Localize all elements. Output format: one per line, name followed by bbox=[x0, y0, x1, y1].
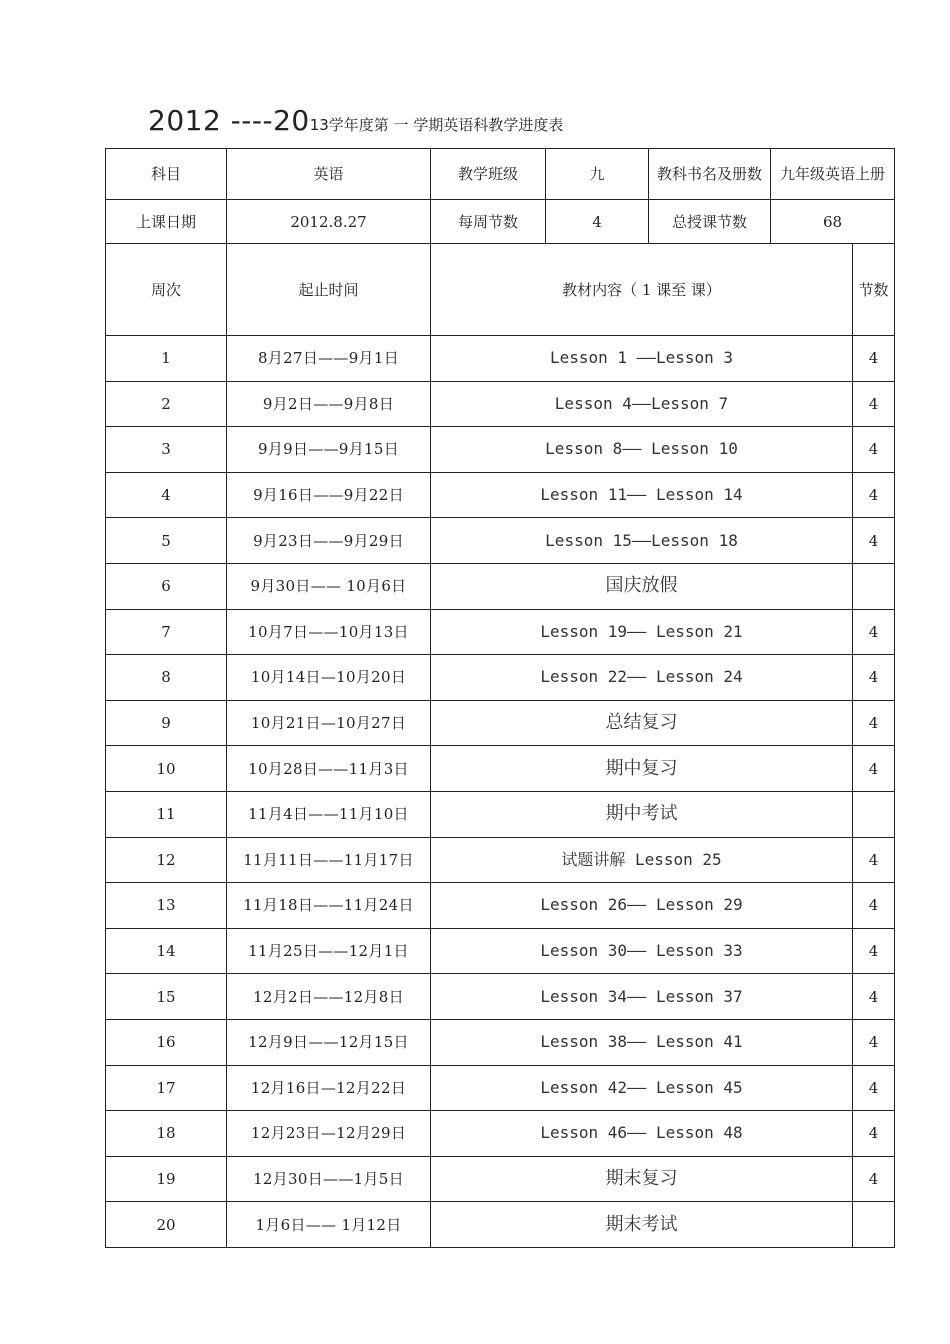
title-text: 13学年度第 一 学期英语科教学进度表 bbox=[309, 116, 564, 134]
hours-cell: 4 bbox=[853, 928, 895, 974]
week-cell: 11 bbox=[106, 791, 227, 837]
date-range-cell: 9月30日—— 10月6日 bbox=[227, 563, 431, 609]
date-range-cell: 10月14日—10月20日 bbox=[227, 655, 431, 701]
date-range-cell: 1月6日—— 1月12日 bbox=[227, 1202, 431, 1248]
table-row bbox=[106, 1156, 895, 1202]
week-cell: 13 bbox=[106, 883, 227, 929]
week-cell: 9 bbox=[106, 700, 227, 746]
week-cell: 15 bbox=[106, 974, 227, 1020]
week-cell: 8 bbox=[106, 655, 227, 701]
week-cell: 3 bbox=[106, 427, 227, 473]
header-week: 周次 bbox=[106, 244, 227, 336]
week-cell: 19 bbox=[106, 1156, 227, 1202]
table-row bbox=[106, 1202, 895, 1248]
hours-cell: 4 bbox=[853, 655, 895, 701]
date-range-cell: 11月25日——12月1日 bbox=[227, 928, 431, 974]
week-cell: 10 bbox=[106, 746, 227, 792]
table-row bbox=[106, 928, 895, 974]
content-cell: Lesson 19—— Lesson 21 bbox=[431, 609, 853, 655]
hours-cell: 4 bbox=[853, 746, 895, 792]
info-value-weekly-hours: 4 bbox=[546, 200, 649, 244]
info-label-subject: 科目 bbox=[106, 149, 227, 200]
hours-cell: 4 bbox=[853, 883, 895, 929]
week-cell: 1 bbox=[106, 336, 227, 382]
content-cell: Lesson 15——Lesson 18 bbox=[431, 518, 853, 564]
date-range-cell: 9月9日——9月15日 bbox=[227, 427, 431, 473]
info-value-start-date: 2012.8.27 bbox=[227, 200, 431, 244]
content-cell: 国庆放假 bbox=[431, 563, 853, 609]
content-cell: 期末考试 bbox=[431, 1202, 853, 1248]
hours-cell: 4 bbox=[853, 1065, 895, 1111]
week-cell: 16 bbox=[106, 1019, 227, 1065]
week-cell: 17 bbox=[106, 1065, 227, 1111]
date-range-cell: 12月9日——12月15日 bbox=[227, 1019, 431, 1065]
content-cell: Lesson 30—— Lesson 33 bbox=[431, 928, 853, 974]
date-range-cell: 10月21日—10月27日 bbox=[227, 700, 431, 746]
hours-cell: 4 bbox=[853, 1156, 895, 1202]
week-cell: 14 bbox=[106, 928, 227, 974]
table-row bbox=[106, 791, 895, 837]
table-row bbox=[106, 1065, 895, 1111]
header-content: 教材内容（ 1 课至 课） bbox=[431, 244, 853, 336]
week-cell: 6 bbox=[106, 563, 227, 609]
title-year: 2012 ----20 bbox=[148, 104, 310, 137]
content-cell: Lesson 22—— Lesson 24 bbox=[431, 655, 853, 701]
hours-cell: 4 bbox=[853, 1019, 895, 1065]
date-range-cell: 10月7日——10月13日 bbox=[227, 609, 431, 655]
schedule-table bbox=[105, 148, 895, 1248]
date-range-cell: 10月28日——11月3日 bbox=[227, 746, 431, 792]
info-value-total-hours: 68 bbox=[771, 200, 895, 244]
info-label-class: 教学班级 bbox=[431, 149, 546, 200]
date-range-cell: 12月2日——12月8日 bbox=[227, 974, 431, 1020]
table-row bbox=[106, 472, 895, 518]
table-row bbox=[106, 609, 895, 655]
content-cell: Lesson 42—— Lesson 45 bbox=[431, 1065, 853, 1111]
table-row bbox=[106, 336, 895, 382]
table-row bbox=[106, 974, 895, 1020]
content-cell: Lesson 46—— Lesson 48 bbox=[431, 1111, 853, 1157]
header-dates: 起止时间 bbox=[227, 244, 431, 336]
date-range-cell: 11月18日——11月24日 bbox=[227, 883, 431, 929]
date-range-cell: 12月30日——1月5日 bbox=[227, 1156, 431, 1202]
hours-cell: 4 bbox=[853, 518, 895, 564]
info-value-class: 九 bbox=[546, 149, 649, 200]
date-range-cell: 11月4日——11月10日 bbox=[227, 791, 431, 837]
schedule-body bbox=[106, 336, 895, 1248]
week-cell: 12 bbox=[106, 837, 227, 883]
hours-cell: 4 bbox=[853, 837, 895, 883]
date-range-cell: 8月27日——9月1日 bbox=[227, 336, 431, 382]
content-cell: Lesson 34—— Lesson 37 bbox=[431, 974, 853, 1020]
info-label-start-date: 上课日期 bbox=[106, 200, 227, 244]
info-label-weekly-hours: 每周节数 bbox=[431, 200, 546, 244]
content-cell: Lesson 11—— Lesson 14 bbox=[431, 472, 853, 518]
content-cell: Lesson 26—— Lesson 29 bbox=[431, 883, 853, 929]
table-row bbox=[106, 746, 895, 792]
week-cell: 7 bbox=[106, 609, 227, 655]
hours-cell: 4 bbox=[853, 700, 895, 746]
date-range-cell: 9月16日——9月22日 bbox=[227, 472, 431, 518]
content-cell: Lesson 4——Lesson 7 bbox=[431, 381, 853, 427]
date-range-cell: 12月16日—12月22日 bbox=[227, 1065, 431, 1111]
hours-cell: 4 bbox=[853, 336, 895, 382]
week-cell: 5 bbox=[106, 518, 227, 564]
week-cell: 2 bbox=[106, 381, 227, 427]
week-cell: 4 bbox=[106, 472, 227, 518]
info-value-textbook: 九年级英语上册 bbox=[771, 149, 895, 200]
content-cell: 试题讲解 Lesson 25 bbox=[431, 837, 853, 883]
hours-cell: 4 bbox=[853, 974, 895, 1020]
content-cell: Lesson 1 ——Lesson 3 bbox=[431, 336, 853, 382]
content-cell: 期中考试 bbox=[431, 791, 853, 837]
table-row bbox=[106, 837, 895, 883]
date-range-cell: 9月2日——9月8日 bbox=[227, 381, 431, 427]
header-hours: 节数 bbox=[853, 244, 895, 336]
date-range-cell: 12月23日—12月29日 bbox=[227, 1111, 431, 1157]
info-label-total-hours: 总授课节数 bbox=[649, 200, 771, 244]
hours-cell: 4 bbox=[853, 472, 895, 518]
table-row bbox=[106, 563, 895, 609]
table-row bbox=[106, 1019, 895, 1065]
table-row bbox=[106, 1111, 895, 1157]
hours-cell bbox=[853, 791, 895, 837]
hours-cell: 4 bbox=[853, 381, 895, 427]
info-label-textbook: 教科书名及册数 bbox=[649, 149, 771, 200]
hours-cell bbox=[853, 1202, 895, 1248]
date-range-cell: 9月23日——9月29日 bbox=[227, 518, 431, 564]
table-row bbox=[106, 518, 895, 564]
column-header-row bbox=[106, 244, 895, 336]
week-cell: 18 bbox=[106, 1111, 227, 1157]
document-title bbox=[148, 104, 563, 140]
table-row bbox=[106, 883, 895, 929]
date-range-cell: 11月11日——11月17日 bbox=[227, 837, 431, 883]
info-value-subject: 英语 bbox=[227, 149, 431, 200]
hours-cell: 4 bbox=[853, 1111, 895, 1157]
content-cell: 期中复习 bbox=[431, 746, 853, 792]
content-cell: Lesson 38—— Lesson 41 bbox=[431, 1019, 853, 1065]
table-row bbox=[106, 381, 895, 427]
hours-cell: 4 bbox=[853, 609, 895, 655]
info-row-1 bbox=[106, 149, 895, 200]
content-cell: 期末复习 bbox=[431, 1156, 853, 1202]
content-cell: 总结复习 bbox=[431, 700, 853, 746]
content-cell: Lesson 8—— Lesson 10 bbox=[431, 427, 853, 473]
hours-cell: 4 bbox=[853, 427, 895, 473]
table-row bbox=[106, 655, 895, 701]
info-row-2 bbox=[106, 200, 895, 244]
hours-cell bbox=[853, 563, 895, 609]
table-row bbox=[106, 427, 895, 473]
week-cell: 20 bbox=[106, 1202, 227, 1248]
table-row bbox=[106, 700, 895, 746]
